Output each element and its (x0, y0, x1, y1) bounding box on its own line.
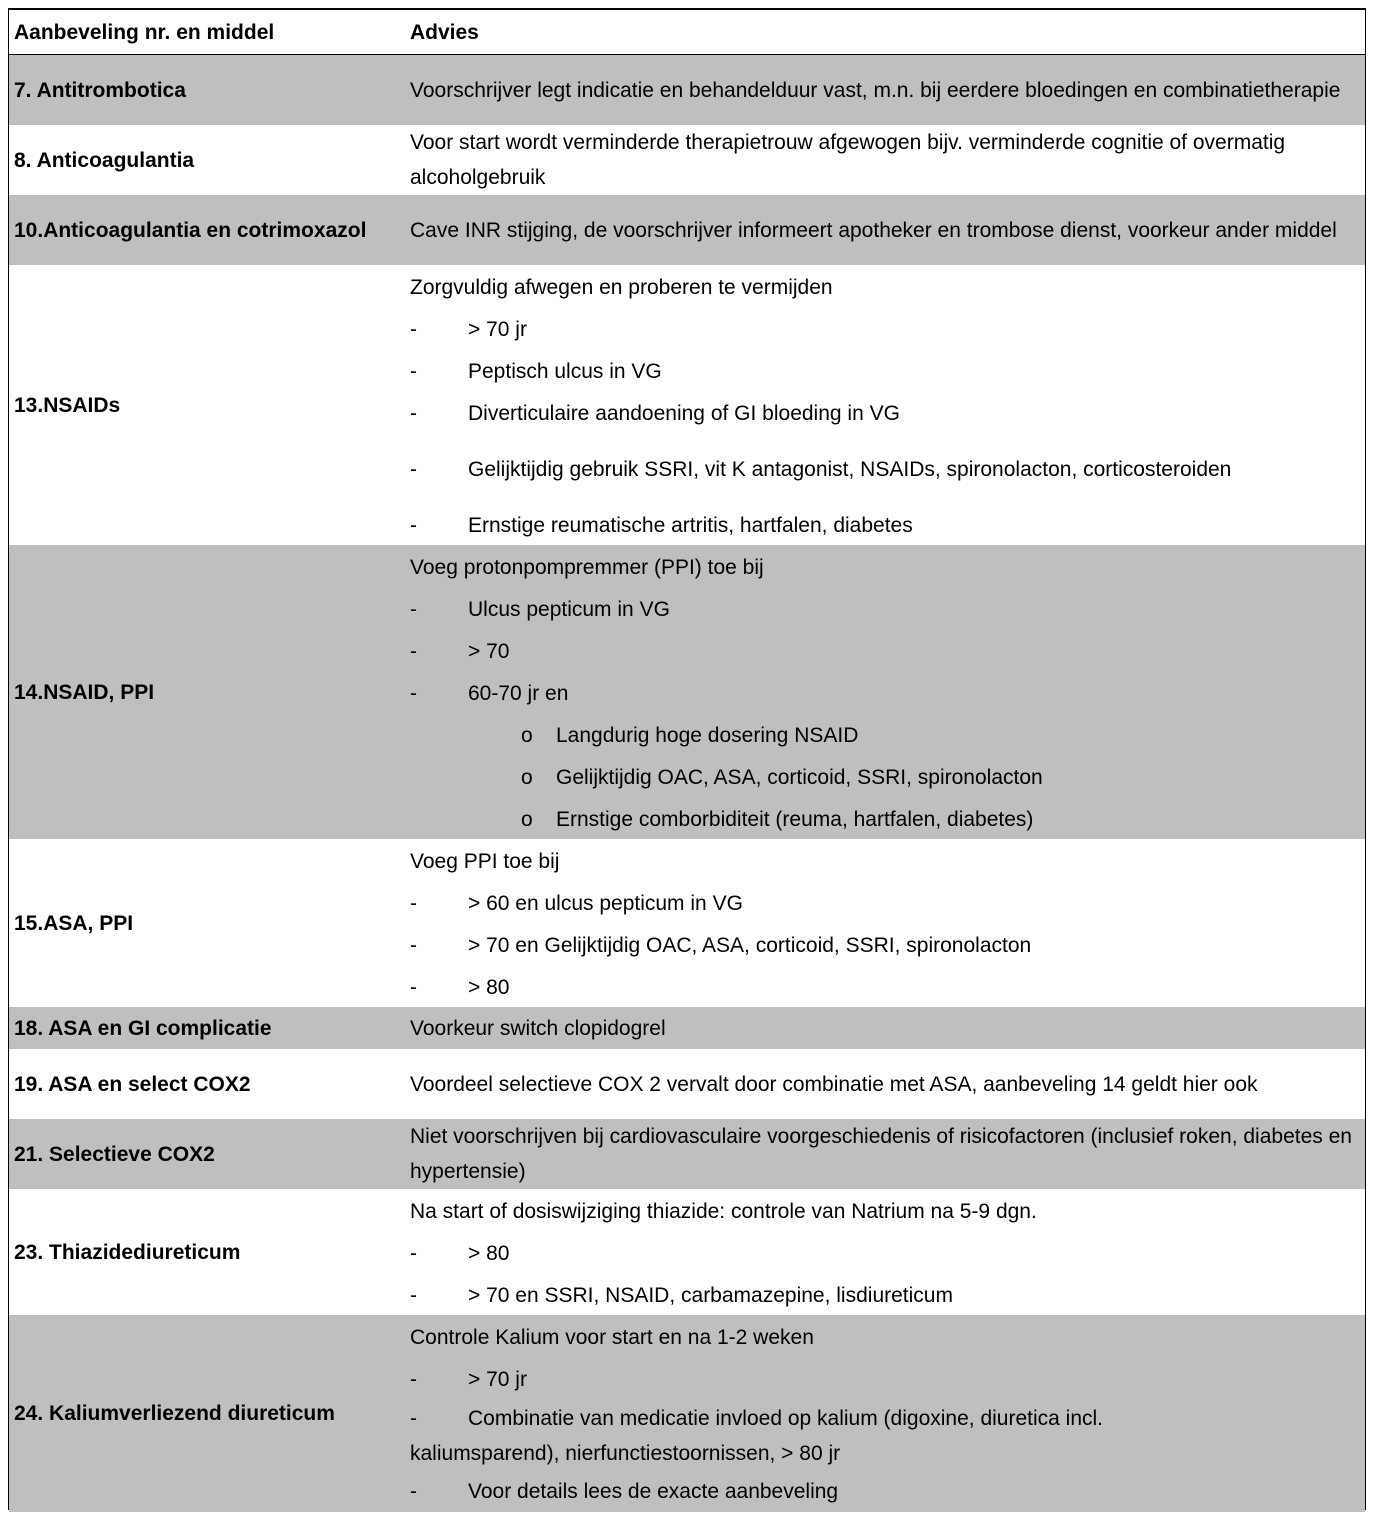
bullet-text: > 70 jr (468, 318, 527, 341)
recommendations-table (8, 8, 1366, 1510)
advice-text: Voorkeur switch clopidogrel (410, 1016, 666, 1040)
sub-bullet-text: Ernstige comborbiditeit (reuma, hartfalen, diabetes) (556, 808, 1034, 831)
table-row (9, 1119, 1365, 1189)
dash-bullet: - (410, 1368, 417, 1391)
dash-bullet: - (410, 514, 417, 537)
row-advice (410, 1119, 1365, 1189)
advice-text: Voor start wordt verminderde therapietrouw afgewogen bijv. verminderde cognitie of overmatig alcoholgebruik (410, 131, 1286, 189)
dash-bullet: - (410, 934, 417, 957)
advice-text: Cave INR stijging, de voorschrijver informeert apotheker en trombose dienst, voorkeur ander middel (410, 218, 1337, 242)
bullet-text: > 60 en ulcus pepticum in VG (468, 892, 743, 915)
row-title: 14.NSAID, PPI (14, 680, 155, 704)
bullet-text: Voor details lees de exacte aanbeveling (468, 1480, 839, 1503)
advice-intro: Voeg PPI toe bij (410, 850, 560, 873)
table-row (9, 1007, 1365, 1049)
circle-bullet-icon: o (521, 808, 533, 831)
row-title: 10.Anticoagulantia en cotrimoxazol (14, 218, 367, 242)
circle-bullet-icon: o (521, 724, 533, 747)
row-advice (410, 125, 1365, 195)
row-advice (410, 545, 1365, 839)
table-row (9, 1189, 1365, 1315)
advice-text: Niet voorschrijven bij cardiovasculaire voorgeschiedenis of risicofactoren (inclusief roken, diabetes en hypertensie) (410, 1125, 1352, 1183)
advice-intro: Zorgvuldig afwegen en proberen te vermijden (410, 276, 833, 299)
bullet-text: > 70 (468, 640, 510, 663)
row-title: 24. Kaliumverliezend diureticum (14, 1402, 335, 1425)
table-row (9, 195, 1365, 265)
table-header (9, 10, 1365, 55)
row-advice (410, 55, 1365, 125)
row-advice (410, 1189, 1365, 1315)
bullet-text: Ulcus pepticum in VG (468, 598, 670, 621)
dash-bullet: - (410, 458, 417, 481)
dash-bullet: - (410, 640, 417, 663)
table-row (9, 1315, 1365, 1512)
dash-bullet: - (410, 1407, 417, 1430)
header-col-recommendation: Aanbeveling nr. en middel (14, 20, 275, 44)
dash-bullet: - (410, 892, 417, 915)
dash-bullet: - (410, 598, 417, 621)
table-row (9, 265, 1365, 545)
row-advice (410, 1315, 1365, 1512)
dash-bullet: - (410, 1242, 417, 1265)
bullet-text: > 70 en SSRI, NSAID, carbamazepine, lisdiureticum (468, 1284, 953, 1307)
row-title: 21. Selectieve COX2 (14, 1142, 215, 1166)
advice-intro: Na start of dosiswijziging thiazide: controle van Natrium na 5-9 dgn. (410, 1200, 1037, 1223)
bullet-text: Combinatie van medicatie invloed op kalium (digoxine, diuretica incl. (468, 1407, 1103, 1430)
bullet-text: Ernstige reumatische artritis, hartfalen, diabetes (468, 514, 913, 537)
row-advice (410, 195, 1365, 265)
bullet-text: > 70 en Gelijktijdig OAC, ASA, corticoid, SSRI, spironolacton (468, 934, 1032, 957)
row-title: 18. ASA en GI complicatie (14, 1016, 272, 1040)
row-advice (410, 1049, 1365, 1119)
bullet-continuation: kaliumsparend), nierfunctiestoornissen, > 80 jr (410, 1442, 841, 1465)
table-row (9, 839, 1365, 1007)
advice-text: Voorschrijver legt indicatie en behandelduur vast, m.n. bij eerdere bloedingen en combinatietherapie (410, 78, 1341, 102)
table-row (9, 1049, 1365, 1119)
row-advice (410, 839, 1365, 1007)
bullet-text: > 80 (468, 1242, 510, 1265)
dash-bullet: - (410, 318, 417, 341)
row-title: 15.ASA, PPI (14, 911, 134, 935)
advice-intro: Controle Kalium voor start en na 1-2 weken (410, 1326, 814, 1349)
advice-text: Voordeel selectieve COX 2 vervalt door combinatie met ASA, aanbeveling 14 geldt hier ook (410, 1072, 1258, 1096)
header-col-advice-label: Advies (410, 20, 479, 44)
dash-bullet: - (410, 402, 417, 425)
sub-bullet-text: Gelijktijdig OAC, ASA, corticoid, SSRI, spironolacton (556, 766, 1043, 789)
circle-bullet-icon: o (521, 766, 533, 789)
header-col-advice (410, 10, 1365, 54)
dash-bullet: - (410, 682, 417, 705)
bullet-text: > 70 jr (468, 1368, 527, 1391)
bullet-text: Peptisch ulcus in VG (468, 360, 662, 383)
dash-bullet: - (410, 976, 417, 999)
bullet-text: 60-70 jr en (468, 682, 569, 705)
bullet-text: Diverticulaire aandoening of GI bloeding in VG (468, 402, 900, 425)
dash-bullet: - (410, 1284, 417, 1307)
table-row (9, 55, 1365, 125)
dash-bullet: - (410, 1480, 417, 1503)
sub-bullet-text: Langdurig hoge dosering NSAID (556, 724, 859, 747)
table-row (9, 125, 1365, 195)
row-advice (410, 265, 1365, 545)
advice-intro: Voeg protonpompremmer (PPI) toe bij (410, 556, 764, 579)
row-title: 19. ASA en select COX2 (14, 1072, 251, 1096)
bullet-text: > 80 (468, 976, 510, 999)
row-title: 7. Antitrombotica (14, 78, 186, 102)
row-advice (410, 1007, 1365, 1049)
row-title: 8. Anticoagulantia (14, 148, 195, 172)
dash-bullet: - (410, 360, 417, 383)
row-title: 23. Thiazidediureticum (14, 1240, 241, 1264)
table-row (9, 545, 1365, 839)
bullet-text: Gelijktijdig gebruik SSRI, vit K antagonist, NSAIDs, spironolacton, corticosteroiden (468, 458, 1232, 481)
row-title: 13.NSAIDs (14, 393, 121, 417)
